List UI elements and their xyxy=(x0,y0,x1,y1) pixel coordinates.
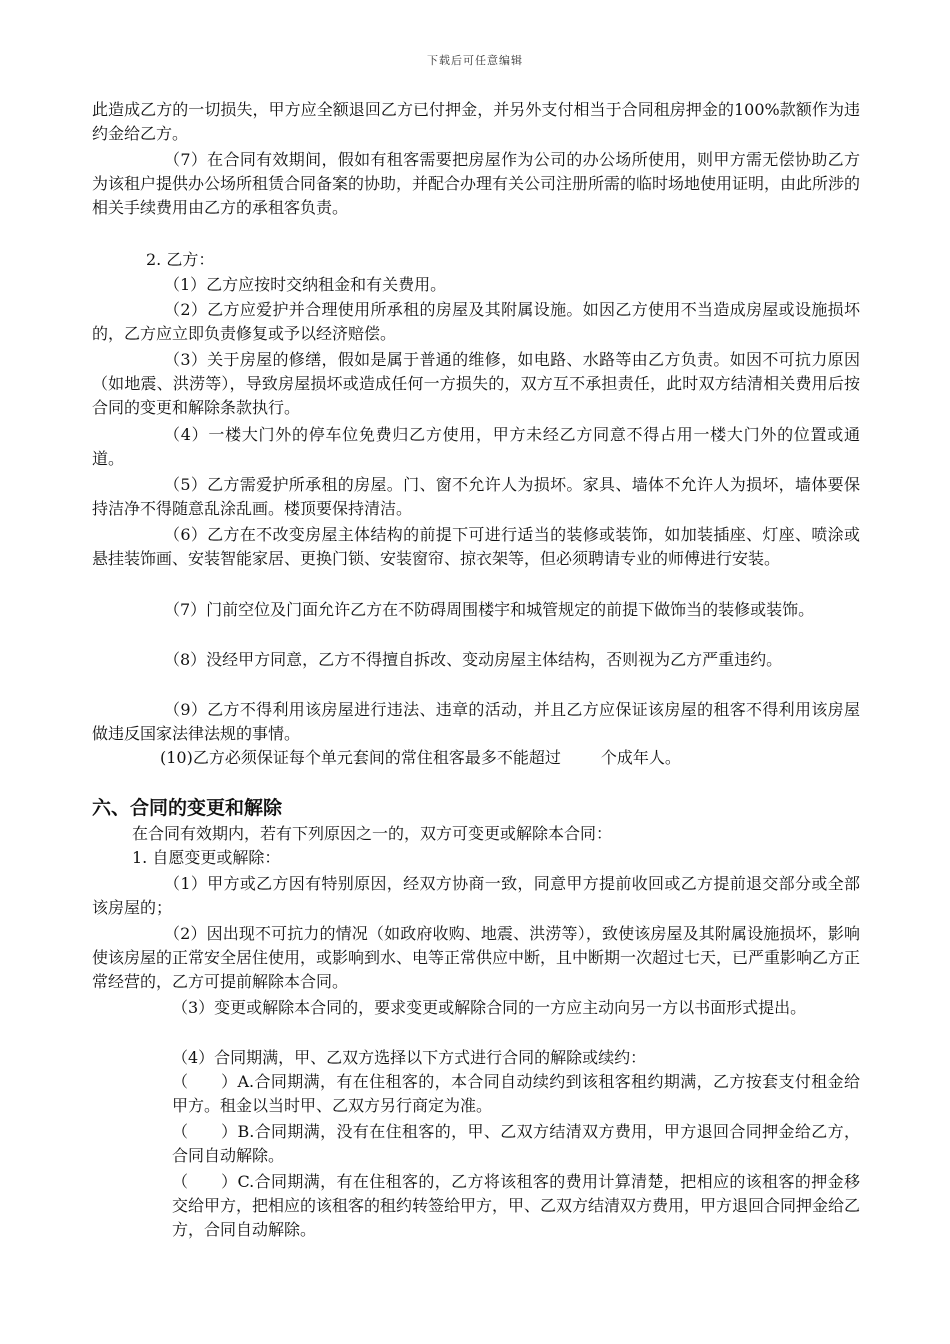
subsection-heading: 1. 自愿变更或解除： xyxy=(132,848,281,867)
paragraph: （3）关于房屋的修缮，假如是属于普通的维修，如电路、水路等由乙方负责。如因不可抗力原因（如地震、洪涝等），导致房屋损坏或造成任何一方损失的，双方互不承担责任，此时双方结清相关费用后按合同的变更和解除条款执行。 xyxy=(92,350,860,417)
page-header: 下载后可任意编辑 xyxy=(427,54,523,67)
subsection-heading: 2. 乙方： xyxy=(146,250,215,269)
paragraph: （7）门前空位及门面允许乙方在不防碍周围楼宇和城管规定的前提下做饰当的装修或装饰。 xyxy=(164,600,815,619)
paragraph: （1）乙方应按时交纳租金和有关费用。 xyxy=(164,275,447,294)
paragraph: （8）没经甲方同意，乙方不得擅自拆改、变动房屋主体结构，否则视为乙方严重违约。 xyxy=(164,650,783,669)
paragraph: （5）乙方需爱护所承租的房屋。门、窗不允许人为损坏。家具、墙体不允许人为损坏，墙体要保持洁净不得随意乱涂乱画。楼顶要保持清洁。 xyxy=(92,475,860,518)
section-heading: 六、合同的变更和解除 xyxy=(92,797,283,819)
paragraph: （4）一楼大门外的停车位免费归乙方使用，甲方未经乙方同意不得占用一楼大门外的位置或通道。 xyxy=(92,425,860,468)
paragraph: （2）乙方应爱护并合理使用所承租的房屋及其附属设施。如因乙方使用不当造成房屋或设施损坏的，乙方应立即负责修复或予以经济赔偿。 xyxy=(92,300,860,343)
paragraph: （7）在合同有效期间，假如有租客需要把房屋作为公司的办公场所使用，则甲方需无偿协助乙方为该租户提供办公场所租赁合同备案的协助，并配合办理有关公司注册所需的临时场地使用证明，由此所涉的相关手续费用由乙方的承租客负责。 xyxy=(92,150,861,217)
paragraph-10-text: (10)乙方必须保证每个单元套间的常住租客最多不能超过 xyxy=(160,748,561,767)
option-b: （ ）B.合同期满，没有在住租客的，甲、乙双方结清双方费用，甲方退回合同押金给乙方，合同自动解除。 xyxy=(172,1122,860,1165)
paragraph-10-suffix: 个成年人。 xyxy=(600,748,681,767)
paragraph: （4）合同期满，甲、乙双方选择以下方式进行合同的解除或续约： xyxy=(172,1048,647,1067)
paragraph: 在合同有效期内，若有下列原因之一的，双方可变更或解除本合同： xyxy=(132,824,613,843)
option-c: （ ）C.合同期满，有在住租客的，乙方将该租客的费用计算清楚，把相应的该租客的押金移交给甲方，把相应的该租客的租约转签给甲方，甲、乙双方结清双方费用，甲方退回合同押金给乙方，合同自动解除。 xyxy=(172,1172,861,1239)
paragraph: （2）因出现不可抗力的情况（如政府收购、地震、洪涝等），致使该房屋及其附属设施损坏，影响使该房屋的正常安全居住使用，或影响到水、电等正常供应中断，且中断期一次超过七天，已严重影响乙方正常经营的，乙方可提前解除本合同。 xyxy=(92,924,861,991)
paragraph: （9）乙方不得利用该房屋进行违法、违章的活动，并且乙方应保证该房屋的租客不得利用该房屋做违反国家法律法规的事情。 xyxy=(92,700,860,743)
option-a: （ ）A.合同期满，有在住租客的，本合同自动续约到该租客租约期满，乙方按套支付租金给甲方。租金以当时甲、乙双方另行商定为准。 xyxy=(172,1072,860,1115)
paragraph-10 xyxy=(160,746,860,770)
paragraph: （3）变更或解除本合同的，要求变更或解除合同的一方应主动向另一方以书面形式提出。 xyxy=(172,998,807,1017)
paragraph: （1）甲方或乙方因有特别原因，经双方协商一致，同意甲方提前收回或乙方提前退交部分或全部该房屋的； xyxy=(92,874,860,917)
paragraph: （6）乙方在不改变房屋主体结构的前提下可进行适当的装修或装饰，如加装插座、灯座、喷涂或悬挂装饰画、安装智能家居、更换门锁、安装窗帘、掠衣架等，但必须聘请专业的师傅进行安装。 xyxy=(92,525,860,568)
paragraph: 此造成乙方的一切损失，甲方应全额退回乙方已付押金，并另外支付相当于合同租房押金的100%款额作为违约金给乙方。 xyxy=(92,100,860,143)
